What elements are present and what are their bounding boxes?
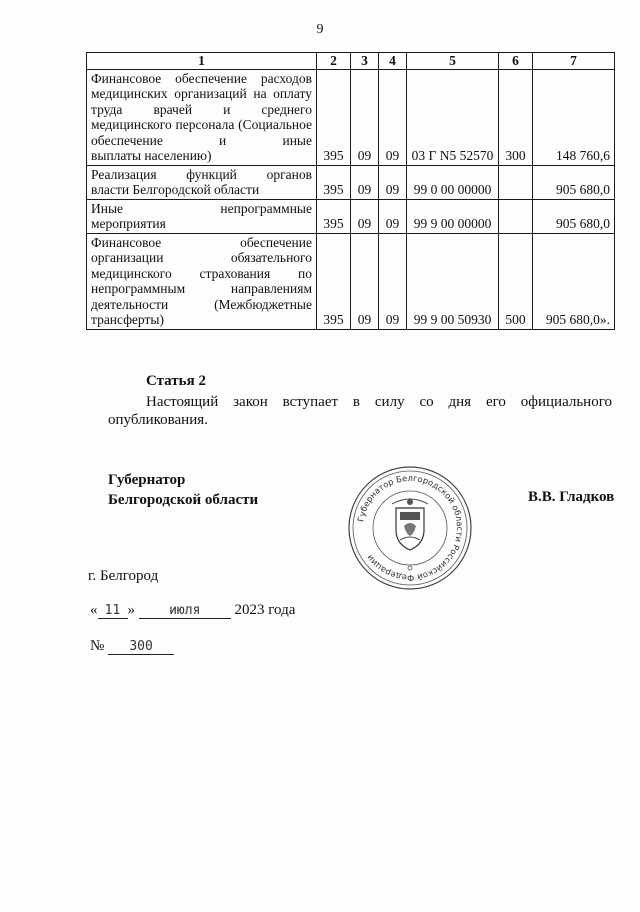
row-name-line: непрограммным направлениям [91,281,312,296]
row-name-line: мероприятия [91,216,166,231]
row-name-cell [87,199,317,233]
signing-date [90,602,295,619]
table-row [87,165,615,199]
row-code-cell: 395 [317,233,351,329]
signatory-name: В.В. Гладков [528,489,615,505]
col-header: 3 [351,53,379,70]
row-code-cell: 395 [317,69,351,165]
row-code-cell: 09 [351,165,379,199]
row-amount-cell: 905 680,0 [533,165,615,199]
signatory-title-line: Белгородской области [108,492,259,508]
row-name-line: трансферты) [91,312,164,327]
row-name-line: власти Белгородской области [91,182,260,197]
row-amount-cell: 148 760,6 [533,69,615,165]
col-header: 5 [407,53,499,70]
number-value: 300 [108,639,174,655]
row-name-line: медицинского страхования по [91,265,312,281]
official-seal-icon [346,464,474,592]
row-code-cell: 09 [351,69,379,165]
row-name-line: организации обязательного [91,250,312,265]
signatory-title-line: Губернатор [108,472,186,488]
row-name-cell [87,233,317,329]
seal-ring-text: Губернатор Белгородской области Российской Федерации [355,472,466,584]
row-name-line: (Социальное обеспечение и иные [91,117,312,148]
row-code-cell: 395 [317,165,351,199]
row-code-cell: 09 [379,69,407,165]
budget-table [86,52,615,330]
row-amount-cell: 905 680,0». [533,233,615,329]
row-code-cell: 395 [317,199,351,233]
table-header-row [87,53,615,70]
row-name-line: выплаты населению) [91,148,212,163]
signing-city: г. Белгород [88,568,159,584]
coat-of-arms-icon [392,499,428,550]
article-body: Настоящий закон вступает в силу со дня его официального опубликования. [108,394,612,428]
col-header: 1 [87,53,317,70]
row-name-line: медицинского персонала [91,117,235,132]
row-code-cell: 99 9 00 00000 [407,199,499,233]
date-close-quote: » [127,602,135,618]
col-header: 2 [317,53,351,70]
row-name-line: медицинских организаций на [91,86,267,101]
row-name-line: Реализация функций органов [91,166,312,182]
row-name-line: оплату труда врачей и среднего [91,86,312,117]
row-code-cell: 99 0 00 00000 [407,165,499,199]
date-month: июля [139,603,231,619]
row-code-cell: 09 [379,233,407,329]
row-code-cell: 500 [499,233,533,329]
row-code-cell [499,165,533,199]
row-code-cell [499,199,533,233]
row-code-cell: 300 [499,69,533,165]
date-day: 11 [98,603,128,619]
date-open-quote: « [90,602,98,618]
signatory-title [108,470,258,510]
law-number [90,638,174,655]
article-title: Статья 2 [146,373,206,389]
row-code-cell: 09 [379,199,407,233]
row-name-line: Иные непрограммные [91,200,312,216]
table-row [87,69,615,165]
row-name-line: Финансовое обеспечение расходов [91,70,312,86]
page-number: 9 [316,22,324,37]
row-code-cell: 09 [351,233,379,329]
col-header: 6 [499,53,533,70]
table-row [87,199,615,233]
number-label: № [90,638,105,654]
row-name-line: Финансовое обеспечение [91,234,312,250]
col-header: 7 [533,53,615,70]
row-name-line: деятельности (Межбюджетные [91,296,312,312]
table-row [87,233,615,329]
row-amount-cell: 905 680,0 [533,199,615,233]
col-header: 4 [379,53,407,70]
row-code-cell: 03 Г N5 52570 [407,69,499,165]
row-code-cell: 99 9 00 50930 [407,233,499,329]
row-code-cell: 09 [351,199,379,233]
row-code-cell: 09 [379,165,407,199]
date-year: 2023 года [234,602,296,618]
row-name-cell [87,69,317,165]
row-name-cell [87,165,317,199]
